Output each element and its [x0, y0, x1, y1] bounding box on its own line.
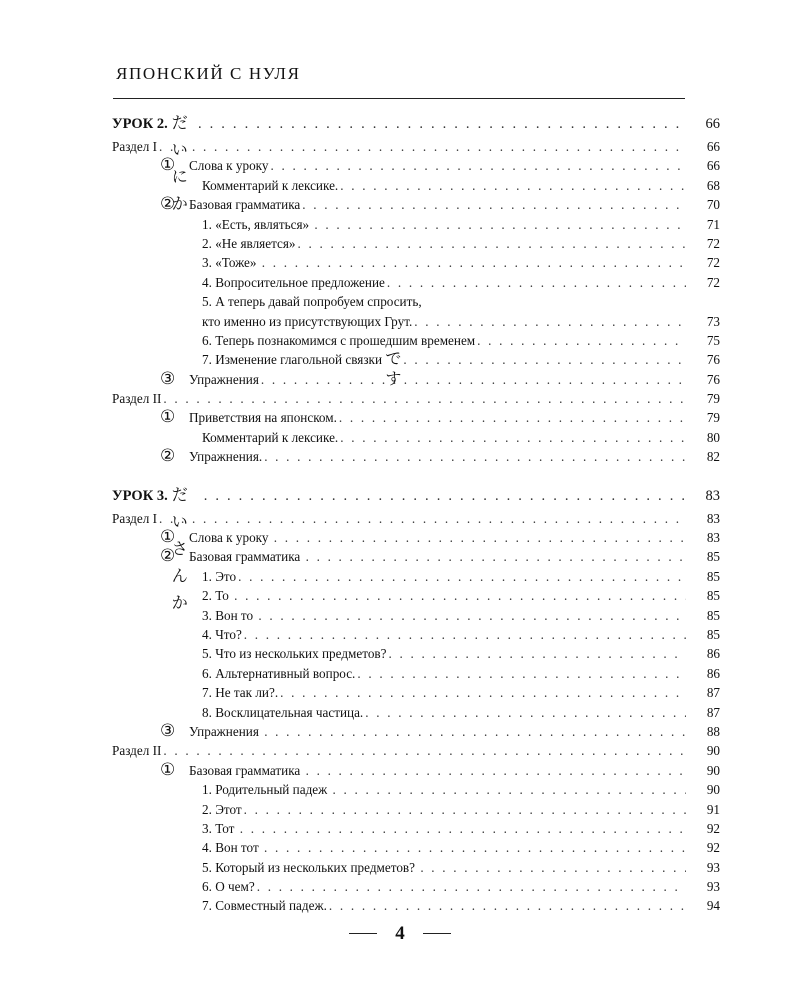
page-ref: 86	[706, 646, 720, 662]
topic-entry[interactable]	[112, 408, 720, 427]
page-ref: 66	[706, 158, 720, 174]
subtopic-entry[interactable]	[112, 567, 720, 586]
subtopic-entry[interactable]	[112, 838, 720, 857]
entry-text: 4. Что?	[202, 626, 242, 642]
subtopic-entry[interactable]	[112, 877, 720, 896]
page-ref: 75	[706, 332, 720, 348]
topic-entry[interactable]	[112, 722, 720, 741]
page-ref: 72	[706, 255, 720, 271]
subtopic-entry[interactable]	[112, 896, 720, 915]
page-ref: 90	[706, 743, 720, 759]
leader-dots	[357, 664, 686, 683]
subtopic-entry[interactable]	[112, 664, 720, 683]
leader-dots	[420, 858, 686, 877]
leader-dots	[389, 644, 686, 663]
entry-text: Упражнения	[189, 371, 259, 387]
entry-text: 5. Что из нескольких предметов?	[202, 646, 387, 662]
subtopic-entry[interactable]	[112, 331, 720, 350]
subtopic-entry[interactable]	[112, 606, 720, 625]
leader-dots	[240, 819, 686, 838]
leader-dots	[257, 877, 686, 896]
subtopic-entry[interactable]	[112, 683, 720, 702]
entry-text: Комментарий к лексике.	[202, 177, 339, 193]
leader-dots	[238, 567, 686, 586]
page-ref: 85	[706, 607, 720, 623]
lesson-title-jp: だいさんか	[171, 486, 188, 612]
page-ref: 70	[706, 197, 720, 213]
subtopic-entry[interactable]	[112, 625, 720, 644]
leader-dots	[333, 780, 686, 799]
entry-text: 2. «Не является»	[202, 235, 296, 251]
entry-text: 7. Изменение глагольной связки	[202, 352, 386, 368]
circled-number: ①	[160, 759, 176, 780]
header-rule	[113, 98, 685, 99]
topic-entry[interactable]	[112, 528, 720, 547]
section-entry[interactable]	[112, 137, 720, 156]
section-entry[interactable]	[112, 509, 720, 528]
leader-dots	[262, 253, 686, 272]
page-ref: 68	[706, 177, 720, 193]
circled-number: ②	[160, 546, 176, 567]
subtopic-entry[interactable]	[112, 858, 720, 877]
lesson-title: УРОК 3.	[112, 487, 168, 504]
leader-dots	[198, 111, 686, 138]
topic-entry[interactable]	[112, 370, 720, 389]
lesson-title: УРОК 2.	[112, 116, 168, 132]
entry-text: Раздел II	[112, 391, 162, 407]
page-ref: 90	[706, 762, 720, 778]
page-ref: 88	[706, 723, 720, 739]
leader-dots	[314, 215, 686, 234]
page-ref: 82	[706, 449, 720, 465]
subtopic-entry[interactable]	[112, 819, 720, 838]
entry-text: 6. Теперь познакомимся с прошедшим временем	[202, 332, 476, 348]
leader-dots	[339, 408, 686, 427]
topic-entry[interactable]	[112, 447, 720, 466]
entry-text: 6. О чем?	[202, 879, 255, 895]
subtopic-entry[interactable]	[112, 176, 720, 195]
subtopic-entry[interactable]	[112, 428, 720, 447]
topic-entry[interactable]	[112, 195, 720, 214]
leader-dots	[258, 606, 686, 625]
leader-dots	[340, 176, 686, 195]
page-ref: 90	[706, 782, 720, 798]
page-ref: 72	[706, 274, 720, 290]
entry-text: Приветствия на японском.	[189, 410, 337, 426]
entry-text: Базовая грамматика	[189, 549, 304, 565]
entry-text: Комментарий к лексике.	[202, 429, 339, 445]
page-ref: 87	[706, 685, 720, 701]
circled-number: ①	[160, 527, 176, 548]
subtopic-entry[interactable]	[112, 234, 720, 253]
entry-text: Упражнения	[189, 723, 263, 739]
page-ref: 71	[706, 216, 720, 232]
entry-text: 3. Вон то	[202, 607, 257, 623]
leader-dots	[264, 838, 686, 857]
subtopic-entry[interactable]	[112, 253, 720, 272]
entry-text: 3. «Тоже»	[202, 255, 260, 271]
entry-text: 1. «Есть, являться»	[202, 216, 313, 232]
entry-text: 5. А теперь давай попробуем спросить,	[202, 294, 422, 310]
entry-text: 1. Это	[202, 568, 237, 584]
leader-dots	[340, 428, 686, 447]
lesson-block	[112, 482, 720, 916]
page-footer	[0, 922, 800, 945]
page-ref: 72	[706, 235, 720, 251]
section-entry[interactable]	[112, 389, 720, 408]
circled-number: ①	[160, 155, 176, 176]
page-ref: 85	[706, 568, 720, 584]
subtopic-entry[interactable]	[112, 273, 720, 292]
circled-number: ③	[160, 368, 176, 389]
page-ref: 85	[706, 588, 720, 604]
page-number: 4	[395, 922, 405, 944]
entry-text: Слова к уроку	[189, 530, 272, 546]
section-entry[interactable]	[112, 741, 720, 760]
page-ref: 85	[706, 549, 720, 565]
leader-dots	[261, 370, 686, 389]
subtopic-entry[interactable]	[112, 644, 720, 663]
entry-text: 8. Восклицательная частица.	[202, 704, 364, 720]
leader-dots	[477, 331, 686, 350]
leader-dots	[159, 509, 686, 528]
page-ref: 66	[705, 116, 720, 132]
footer-dash-right	[423, 933, 451, 934]
entry-text: Раздел I	[112, 139, 157, 154]
page-ref: 91	[706, 801, 720, 817]
page-ref: 79	[706, 410, 720, 426]
running-title: ЯПОНСКИЙ С НУЛЯ	[116, 64, 301, 83]
entry-text: Раздел I	[112, 510, 157, 526]
entry-text: Базовая грамматика	[189, 762, 304, 778]
leader-dots	[414, 312, 686, 331]
page-ref: 83	[706, 530, 720, 546]
footer-dash-left	[349, 933, 377, 934]
leader-dots	[270, 156, 686, 175]
entry-text: 1. Родительный падеж	[202, 782, 331, 798]
subtopic-entry[interactable]	[112, 780, 720, 799]
subtopic-entry[interactable]	[112, 312, 720, 331]
entry-text: 7. Не так ли?.	[202, 685, 279, 701]
leader-dots	[244, 625, 686, 644]
page-ref: 83	[705, 487, 720, 504]
leader-dots	[204, 483, 686, 510]
leader-dots	[306, 761, 686, 780]
page-ref: 93	[706, 879, 720, 895]
circled-number: ②	[160, 194, 176, 215]
leader-dots	[159, 137, 686, 156]
leader-dots	[163, 741, 686, 760]
leader-dots	[387, 273, 686, 292]
leader-dots	[280, 683, 686, 702]
circled-number: ①	[160, 407, 176, 428]
entry-text: 4. Вон тот	[202, 840, 263, 856]
subtopic-entry[interactable]	[112, 586, 720, 605]
leader-dots	[403, 350, 686, 369]
page-ref: 87	[706, 704, 720, 720]
entry-text: кто именно из присутствующих Грут.	[202, 313, 413, 329]
topic-entry[interactable]	[112, 547, 720, 566]
leader-dots	[302, 195, 686, 214]
leader-dots	[274, 528, 686, 547]
page-ref: 79	[706, 391, 720, 407]
page-ref: 66	[706, 139, 720, 154]
page-ref: 76	[706, 371, 720, 387]
lesson-block	[112, 110, 720, 467]
leader-dots	[234, 586, 686, 605]
lesson-title-jp: だいにか	[171, 115, 188, 213]
entry-text: Упражнения.	[189, 449, 263, 465]
entry-text: 2. То	[202, 588, 233, 604]
page-ref: 76	[706, 352, 720, 368]
entry-text: 3. Тот	[202, 820, 238, 836]
entry-text: 6. Альтернативный вопрос.	[202, 665, 356, 681]
entry-text: Слова к уроку	[189, 158, 269, 174]
page-ref: 80	[706, 429, 720, 445]
subtopic-entry[interactable]	[112, 800, 720, 819]
page-ref: 83	[706, 510, 720, 526]
topic-entry[interactable]	[112, 761, 720, 780]
entry-text: 7. Совместный падеж.	[202, 898, 327, 914]
leader-dots	[365, 703, 686, 722]
leader-dots	[163, 389, 686, 408]
page-ref: 92	[706, 820, 720, 836]
subtopic-entry[interactable]	[112, 215, 720, 234]
page-ref: 93	[706, 859, 720, 875]
entry-text: Базовая грамматика	[189, 197, 301, 213]
page-ref: 85	[706, 626, 720, 642]
entry-text: 5. Который из нескольких предметов?	[202, 859, 419, 875]
entry-text: Раздел II	[112, 743, 162, 759]
circled-number: ③	[160, 720, 176, 741]
table-of-contents	[112, 110, 720, 916]
subtopic-entry-line[interactable]	[112, 292, 720, 311]
leader-dots	[264, 722, 686, 741]
leader-dots	[298, 234, 686, 253]
subtopic-entry[interactable]	[112, 703, 720, 722]
leader-dots	[329, 896, 686, 915]
topic-entry[interactable]	[112, 156, 720, 175]
page-ref: 86	[706, 665, 720, 681]
entry-text: 2. Этот	[202, 801, 242, 817]
page-ref: 92	[706, 840, 720, 856]
leader-dots	[244, 800, 686, 819]
circled-number: ②	[160, 446, 176, 467]
entry-text-jp: です	[385, 351, 402, 388]
entry-text: 4. Вопросительное предложение	[202, 274, 385, 290]
leader-dots	[306, 547, 686, 566]
page-ref: 73	[706, 313, 720, 329]
leader-dots	[264, 447, 686, 466]
page-ref: 94	[706, 898, 720, 914]
